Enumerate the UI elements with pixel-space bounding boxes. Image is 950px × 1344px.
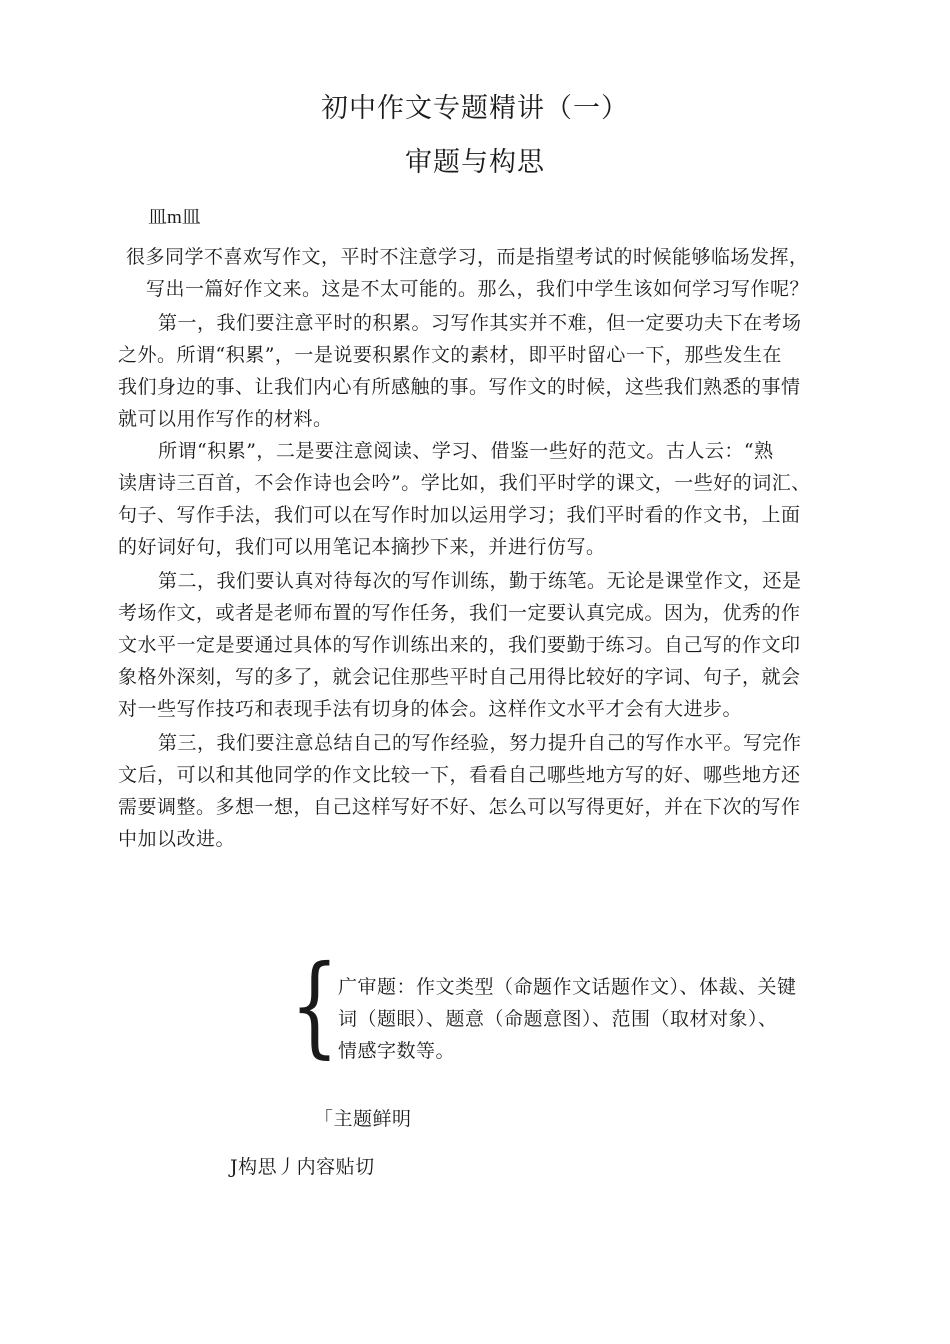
paragraph-5-line-4: 中加以改进。 xyxy=(118,828,236,850)
paragraph-2-line-1: 第一，我们要注意平时的积累。习写作其实并不难，但一定要功夫下在考场 xyxy=(158,312,802,334)
paragraph-2-line-4: 就可以用作写作的材料。 xyxy=(118,408,333,430)
paragraph-3-line-4: 的好词好句，我们可以用笔记本摘抄下来，并进行仿写。 xyxy=(118,536,606,558)
paragraph-3-line-1: 所谓“积累”，二是要注意阅读、学习、借鉴一些好的范文。古人云：“熟 xyxy=(158,440,774,462)
review-line-1: 广审题：作文类型（命题作文话题作文）、体裁、关键 xyxy=(338,976,797,998)
page-title: 初中作文专题精讲（一） xyxy=(321,93,629,124)
page-subtitle: 审题与构思 xyxy=(405,147,545,178)
paragraph-4-line-1: 第二，我们要认真对待每次的写作训练，勤于练笔。无论是课堂作文，还是 xyxy=(158,570,802,592)
paragraph-3-line-3: 句子、写作手法，我们可以在写作时加以运用学习；我们平时看的作文书，上面 xyxy=(118,504,801,526)
paragraph-4-line-4: 象格外深刻，写的多了，就会记住那些平时自己用得比较好的字词、句子，就会 xyxy=(118,666,801,688)
concept-line: J构思丿内容贴切 xyxy=(230,1156,375,1178)
paragraph-4-line-5: 对一些写作技巧和表现手法有切身的体会。这样作文水平才会有大进步。 xyxy=(118,698,743,720)
review-line-3: 情感字数等。 xyxy=(338,1040,456,1062)
review-line-2: 词（题眼）、题意（命题意图）、范围（取材对象）、 xyxy=(338,1008,778,1030)
paragraph-5-line-3: 需要调整。多想一想，自己这样写好不好、怎么可以写得更好，并在下次的写作 xyxy=(118,796,801,818)
paragraph-5-line-1: 第三，我们要注意总结自己的写作经验，努力提升自己的写作水平。写完作 xyxy=(158,732,802,754)
paragraph-4-line-3: 文水平一定是要通过具体的写作训练出来的，我们要勤于练习。自己写的作文印 xyxy=(118,634,801,656)
paragraph-2-line-3: 我们身边的事、让我们内心有所感触的事。写作文的时候，这些我们熟悉的事情 xyxy=(118,376,801,398)
garbled-mark: 皿m皿 xyxy=(148,207,201,228)
topic-line: 「主题鲜明 xyxy=(314,1108,412,1130)
paragraph-5-line-2: 文后，可以和其他同学的作文比较一下，看看自己哪些地方写的好、哪些地方还 xyxy=(118,764,801,786)
paragraph-4-line-2: 考场作文，或者是老师布置的写作任务，我们一定要认真完成。因为，优秀的作 xyxy=(118,602,801,624)
curly-brace: { xyxy=(290,941,339,1069)
paragraph-3-line-2: 读唐诗三百首，不会作诗也会吟”。学比如，我们平时学的课文，一些好的词汇、 xyxy=(118,472,811,494)
paragraph-2-line-2: 之外。所谓“积累”，一是说要积累作文的素材，即平时留心一下，那些发生在 xyxy=(118,344,782,366)
paragraph-1-line-2: 写出一篇好作文来。这是不太可能的。那么，我们中学生该如何学习写作呢？ xyxy=(146,278,810,300)
paragraph-1-line-1: 很多同学不喜欢写作文，平时不注意学习，而是指望考试的时候能够临场发挥， xyxy=(126,246,809,268)
